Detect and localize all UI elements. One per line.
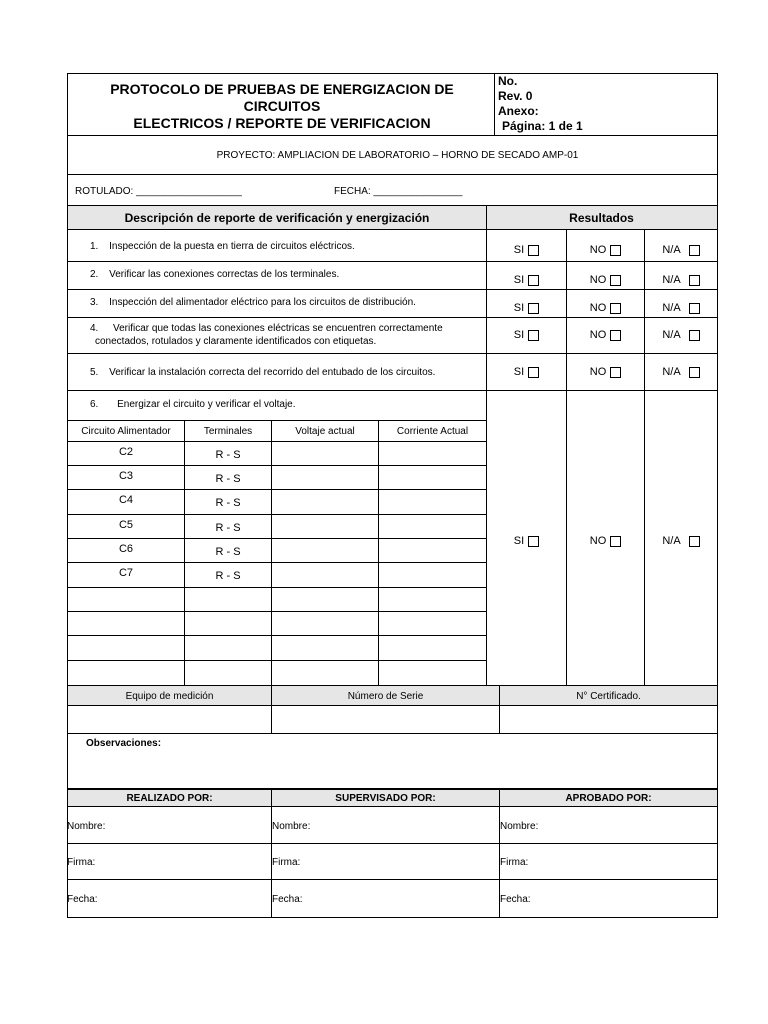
checkbox-icon[interactable]: [689, 303, 700, 314]
header-divider: [494, 73, 495, 136]
terminal-c4: R - S: [215, 497, 241, 509]
item-6-si[interactable]: SI: [487, 531, 566, 551]
aprobado-fecha[interactable]: Fecha:: [500, 893, 531, 905]
circuit-header-1: Circuito Alimentador: [68, 421, 184, 442]
realizado-firma[interactable]: Firma:: [67, 856, 96, 868]
signature-row-line: [68, 807, 717, 844]
item-4-si[interactable]: SI: [487, 325, 566, 345]
circuit-row-line: [68, 636, 486, 661]
project-name: PROYECTO: AMPLIACION DE LABORATORIO – HORNO DE SECADO AMP-01: [216, 149, 579, 161]
terminal-c7: R - S: [215, 570, 241, 582]
circuit-row-line: [68, 588, 486, 612]
supervisado-firma[interactable]: Firma:: [272, 856, 301, 868]
terminal-c2: R - S: [215, 449, 241, 461]
item-1: [90, 241, 485, 252]
equipment-header-2: Número de Serie: [347, 690, 424, 702]
fecha-field[interactable]: FECHA: ________________: [334, 185, 463, 197]
item-4: [90, 322, 485, 348]
equipment-input-2[interactable]: [272, 707, 499, 733]
terminal-c6: R - S: [215, 546, 241, 558]
item-6-na[interactable]: N/A: [645, 531, 717, 551]
item-4-num: 4.: [90, 323, 99, 334]
checkbox-icon[interactable]: [689, 275, 700, 286]
circuit-c4: C4: [118, 494, 134, 506]
equipment-input-1[interactable]: [68, 707, 271, 733]
checkbox-icon[interactable]: [528, 275, 539, 286]
item-5-no[interactable]: NO: [567, 362, 644, 382]
circuit-row-line: [68, 612, 486, 636]
document-title: [70, 80, 494, 131]
item-4-no[interactable]: NO: [567, 325, 644, 345]
item-2-num: 2.: [90, 269, 99, 280]
item-3-text: Inspección del alimentador eléctrico para los circuitos de distribución.: [109, 297, 416, 308]
supervisado-fecha[interactable]: Fecha:: [272, 893, 303, 905]
checkbox-icon[interactable]: [689, 536, 700, 547]
checkbox-icon[interactable]: [610, 330, 621, 341]
checkbox-icon[interactable]: [528, 303, 539, 314]
item-2-si[interactable]: SI: [487, 270, 566, 290]
checkbox-icon[interactable]: [528, 330, 539, 341]
checkbox-icon[interactable]: [689, 367, 700, 378]
title-line-1: PROTOCOLO DE PRUEBAS DE ENERGIZACION DE CIRCUITOS: [110, 80, 454, 114]
checkbox-icon[interactable]: [689, 330, 700, 341]
item-1-no[interactable]: NO: [567, 240, 644, 260]
item-5-si[interactable]: SI: [487, 362, 566, 382]
circuit-header-2: Terminales: [185, 421, 271, 442]
item-5: [90, 367, 485, 378]
item-6: [90, 399, 485, 410]
checkbox-icon[interactable]: [610, 303, 621, 314]
document-meta: [498, 74, 713, 134]
aprobado-nombre[interactable]: Nombre:: [500, 820, 539, 832]
terminal-c5: R - S: [215, 522, 241, 534]
doc-revision: Rev. 0: [498, 89, 533, 103]
circuit-c2: C2: [118, 446, 134, 458]
doc-annex: Anexo:: [498, 104, 539, 118]
equipment-header-3: N° Certificado.: [576, 690, 641, 702]
item-5-text: Verificar la instalación correcta del recorrido del entubado de los circuitos.: [109, 367, 436, 378]
circuit-c3: C3: [118, 470, 134, 482]
terminal-c3: R - S: [215, 473, 241, 485]
aprobado-header: APROBADO POR:: [565, 793, 652, 804]
checkbox-icon[interactable]: [528, 367, 539, 378]
item-5-na[interactable]: N/A: [645, 362, 717, 382]
realizado-nombre[interactable]: Nombre:: [67, 820, 106, 832]
item-3: [90, 297, 485, 308]
circuit-c5: C5: [118, 519, 134, 531]
supervisado-header: SUPERVISADO POR:: [335, 793, 436, 804]
circuit-header-4: Corriente Actual: [379, 421, 486, 442]
rotulado-field[interactable]: ROTULADO: ___________________: [75, 185, 242, 197]
item-6-text: Energizar el circuito y verificar el voltaje.: [117, 399, 296, 410]
aprobado-firma[interactable]: Firma:: [500, 856, 529, 868]
circuit-c6: C6: [118, 543, 134, 555]
circuit-c7: C7: [118, 567, 134, 579]
title-line-2: ELECTRICOS / REPORTE DE VERIFICACION: [133, 114, 431, 131]
item-5-num: 5.: [90, 367, 99, 378]
equipment-header-1: Equipo de medición: [125, 690, 214, 702]
equipment-input-3[interactable]: [500, 707, 717, 733]
item-2-text: Verificar las conexiones correctas de los terminales.: [109, 269, 340, 280]
checkbox-icon[interactable]: [689, 245, 700, 256]
doc-page: Página: 1 de 1: [502, 119, 583, 133]
item-2-na[interactable]: N/A: [645, 270, 717, 290]
realizado-header: REALIZADO POR:: [126, 793, 213, 804]
observations-box[interactable]: [67, 733, 718, 789]
item-3-si[interactable]: SI: [487, 298, 566, 318]
item-3-na[interactable]: N/A: [645, 298, 717, 318]
item-2: [90, 269, 485, 280]
item-6-no[interactable]: NO: [567, 531, 644, 551]
item-3-num: 3.: [90, 297, 99, 308]
item-2-no[interactable]: NO: [567, 270, 644, 290]
circuit-header-3: Voltaje actual: [272, 421, 378, 442]
supervisado-nombre[interactable]: Nombre:: [272, 820, 311, 832]
signature-row-line: [68, 844, 717, 880]
item-1-na[interactable]: N/A: [645, 240, 717, 260]
realizado-fecha[interactable]: Fecha:: [67, 893, 98, 905]
checkbox-icon[interactable]: [610, 367, 621, 378]
observations-label: Observaciones:: [86, 738, 162, 749]
project-row: [67, 135, 718, 175]
checkbox-icon[interactable]: [528, 245, 539, 256]
item-4-na[interactable]: N/A: [645, 325, 717, 345]
checkbox-icon[interactable]: [528, 536, 539, 547]
item-1-si[interactable]: SI: [487, 240, 566, 260]
doc-number: No.: [498, 74, 518, 88]
results-header: Resultados: [569, 211, 634, 225]
item-3-no[interactable]: NO: [567, 298, 644, 318]
description-header: Descripción de reporte de verificación y energización: [124, 211, 430, 225]
checkbox-icon[interactable]: [610, 245, 621, 256]
item-1-text: Inspección de la puesta en tierra de circuitos eléctricos.: [109, 241, 355, 252]
checkbox-icon[interactable]: [610, 536, 621, 547]
item-6-num: 6.: [90, 399, 99, 410]
item-1-num: 1.: [90, 241, 99, 252]
checkbox-icon[interactable]: [610, 275, 621, 286]
item-4-text: Verificar que todas las conexiones eléctricas se encuentren correctamente conectados, rotulados y claramente identificados con etiquetas.: [95, 323, 443, 347]
